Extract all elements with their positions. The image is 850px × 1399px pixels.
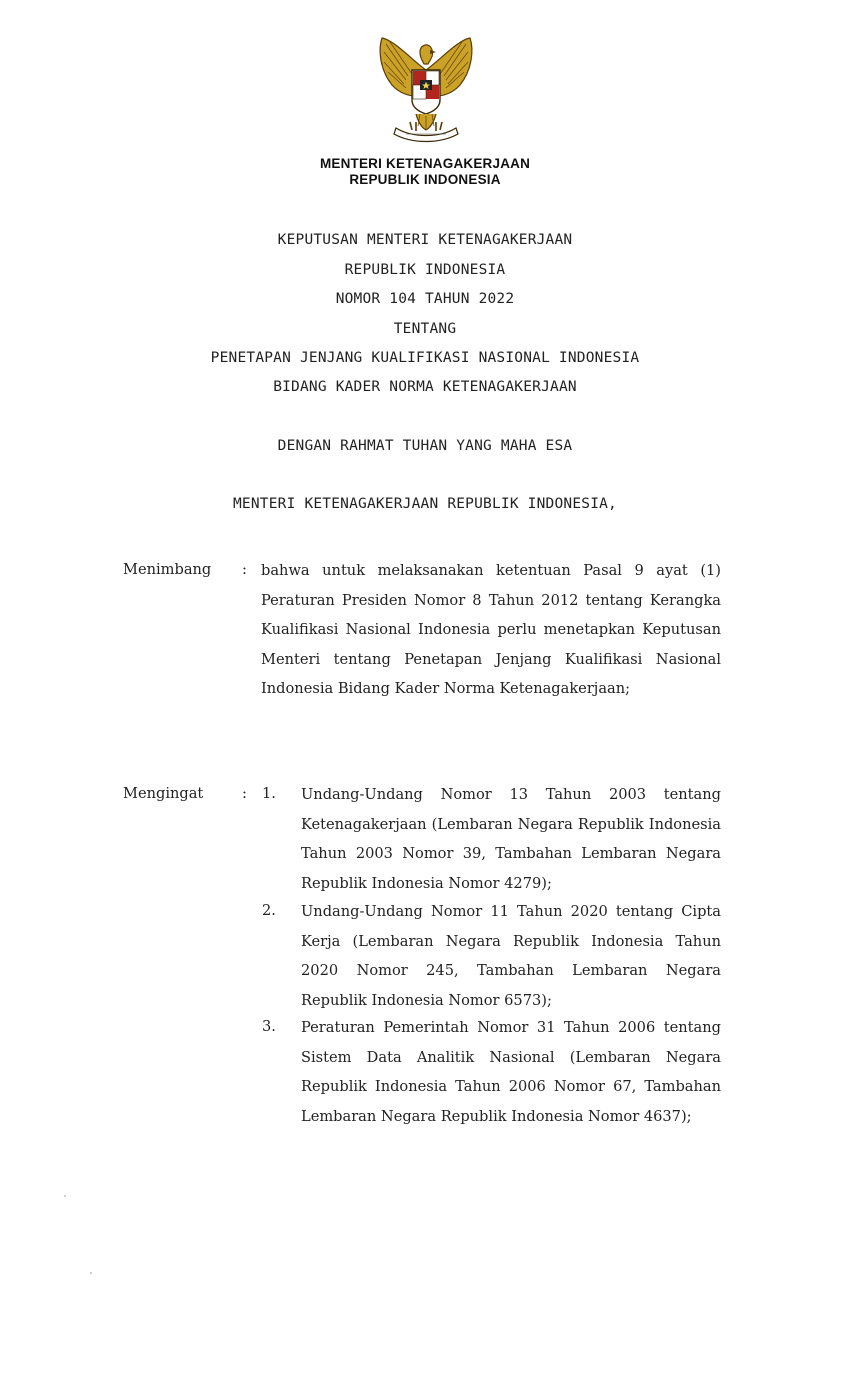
mengingat-item-text: Undang-Undang Nomor 13 Tahun 2003 tentang Ketenagakerjaan (Lembaran Negara Republik Indonesia Tahun 2003 Nomor 39, Tambahan Lembaran Negara Republik Indonesia Nomor 4279); bbox=[301, 786, 721, 892]
garuda-emblem-icon bbox=[372, 30, 480, 145]
mengingat-colon: : bbox=[242, 785, 247, 802]
decree-subject-line2: BIDANG KADER NORMA KETENAGAKERJAAN bbox=[273, 379, 577, 395]
decree-about: TENTANG bbox=[393, 321, 457, 337]
menimbang-colon: : bbox=[242, 561, 247, 578]
decree-title: KEPUTUSAN MENTERI KETENAGAKERJAAN bbox=[277, 232, 573, 248]
mengingat-item-text: Peraturan Pemerintah Nomor 31 Tahun 2006 tentang Sistem Data Analitik Nasional (Lembaran Negara Republik Indonesia Tahun 2006 Nomor 67, Tambahan Lembaran Negara Republik Indonesia Nomor 4637); bbox=[301, 1019, 721, 1125]
authority-statement: MENTERI KETENAGAKERJAAN REPUBLIK INDONESIA, bbox=[233, 496, 617, 512]
invocation: DENGAN RAHMAT TUHAN YANG MAHA ESA bbox=[277, 438, 573, 454]
decree-subject-line1: PENETAPAN JENJANG KUALIFIKASI NASIONAL INDONESIA bbox=[210, 350, 640, 366]
menimbang-label: Menimbang bbox=[123, 561, 212, 578]
decree-number: NOMOR 104 TAHUN 2022 bbox=[335, 291, 515, 307]
institution-country: REPUBLIK INDONESIA bbox=[349, 172, 501, 187]
mengingat-item-number: 1. bbox=[262, 785, 276, 802]
menimbang-text: bahwa untuk melaksanakan ketentuan Pasal 9 ayat (1) Peraturan Presiden Nomor 8 Tahun 2012 tentang Kerangka Kualifikasi Nasional Indonesia perlu menetapkan Keputusan Menteri tentang Penetapan Jenjang Kualifikasi Nasional Indonesia Bidang Kader Norma Ketenagakerjaan; bbox=[261, 562, 721, 697]
scan-speck bbox=[90, 1272, 92, 1274]
institution-name: MENTERI KETENAGAKERJAAN bbox=[319, 156, 531, 171]
scan-speck bbox=[64, 1195, 66, 1197]
mengingat-label: Mengingat bbox=[123, 785, 204, 802]
decree-country: REPUBLIK INDONESIA bbox=[344, 262, 506, 278]
mengingat-item-number: 3. bbox=[262, 1018, 276, 1035]
mengingat-item-number: 2. bbox=[262, 902, 276, 919]
mengingat-item-text: Undang-Undang Nomor 11 Tahun 2020 tentang Cipta Kerja (Lembaran Negara Republik Indonesia Tahun 2020 Nomor 245, Tambahan Lembaran Negara Republik Indonesia Nomor 6573); bbox=[301, 903, 721, 1009]
